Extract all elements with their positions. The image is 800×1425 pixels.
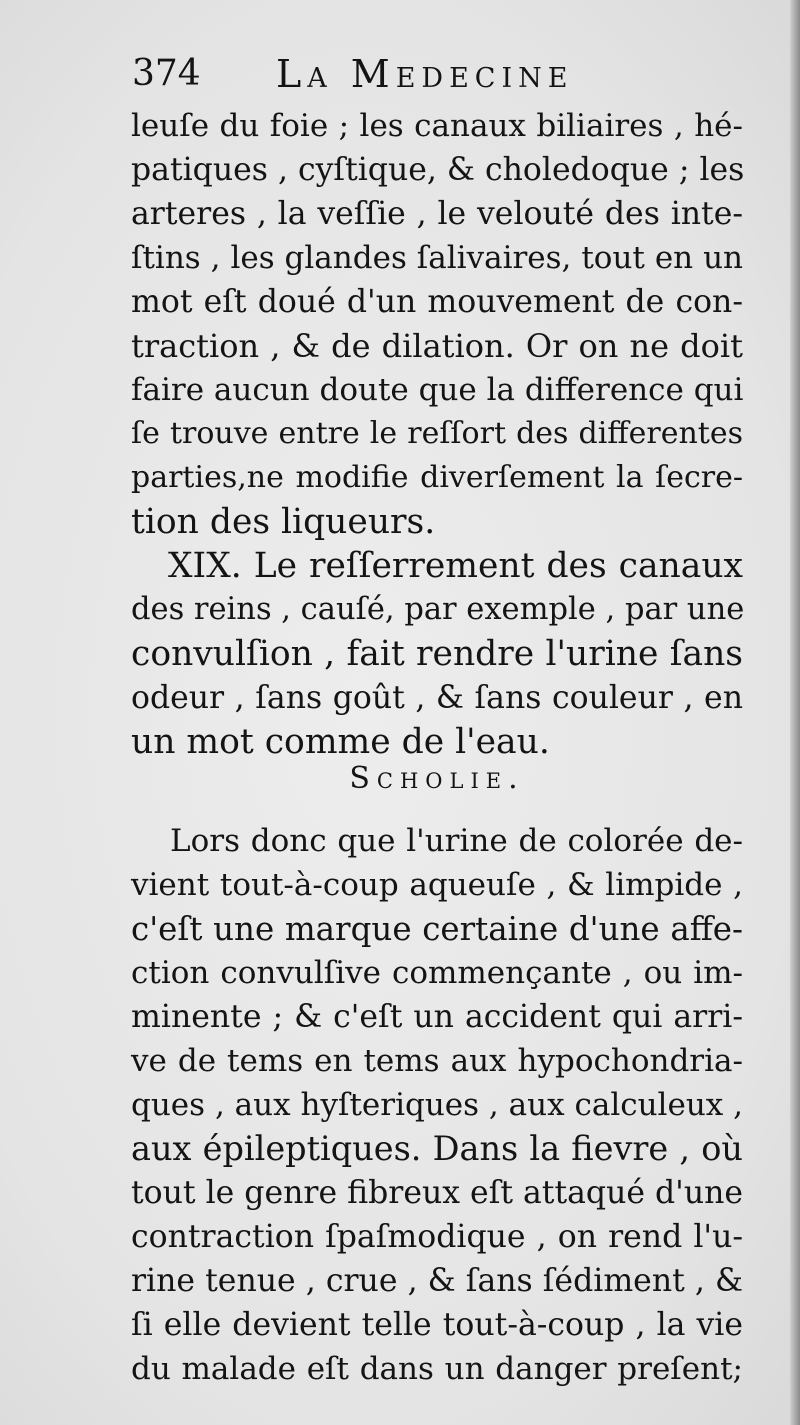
text-line: convulſion , fait rendre l'urine ſans	[131, 634, 743, 674]
text-line: ſi elle devient telle tout-à-coup , la vie	[131, 1307, 743, 1343]
text-line: faire aucun doute que la difference qui	[131, 372, 744, 408]
text-line: leuſe du foie ; les canaux biliaires , hé-	[131, 108, 743, 144]
text-line: parties,ne modifie diverſement la ſecre-	[131, 460, 743, 495]
text-line: odeur , ſans goût , & ſans couleur , en	[131, 680, 743, 716]
text-line: vient tout-à-coup aqueuſe , & limpide ,	[131, 867, 743, 903]
page-number: 374	[132, 53, 201, 94]
running-head	[132, 48, 752, 100]
text-line: un mot comme de l'eau.	[131, 722, 550, 762]
page-edge-shadow	[790, 0, 800, 1425]
text-line: arteres , la veſſie , le velouté des inte-	[131, 196, 743, 232]
text-line: des reins , cauſé, par exemple , par une	[131, 592, 745, 627]
text-line: c'eſt une marque certaine d'une affe-	[131, 910, 743, 948]
text-line: rine tenue , crue , & ſans ſédiment , &	[131, 1263, 743, 1299]
text-line: du malade eſt dans un danger preſent;	[131, 1351, 743, 1387]
running-title: La Medecine	[276, 52, 574, 96]
text-line: ques , aux hyſteriques , aux calculeux ,	[131, 1087, 743, 1123]
text-line: patiques , cyſtique, & choledoque ; les	[131, 152, 745, 188]
text-line: ve de tems en tems aux hypochondria-	[131, 1043, 743, 1079]
text-line: aux épileptiques. Dans la fievre , où	[131, 1129, 743, 1168]
text-line: contraction ſpaſmodique , on rend l'u-	[131, 1219, 743, 1255]
text-line: ſe trouve entre le reſſort des differentes	[131, 416, 743, 451]
text-line: traction , & de dilation. Or on ne doit	[131, 327, 743, 365]
text-line: minente ; & c'eſt un accident qui arri-	[131, 999, 743, 1035]
article-line: XIX. Le reſſerrement des canaux	[168, 546, 743, 586]
section-heading: Scholie.	[349, 761, 525, 796]
text-line: tout le genre fibreux eſt attaqué d'une	[131, 1175, 744, 1211]
text-line: tion des liqueurs.	[131, 502, 436, 542]
text-line: ſtins , les glandes ſalivaires, tout en un	[131, 240, 743, 276]
text-line: mot eſt doué d'un mouvement de con-	[131, 284, 743, 320]
text-line: ction convulſive commençante , ou im-	[131, 955, 743, 991]
paragraph-first-line: Lors donc que l'urine de colorée de-	[170, 823, 743, 859]
